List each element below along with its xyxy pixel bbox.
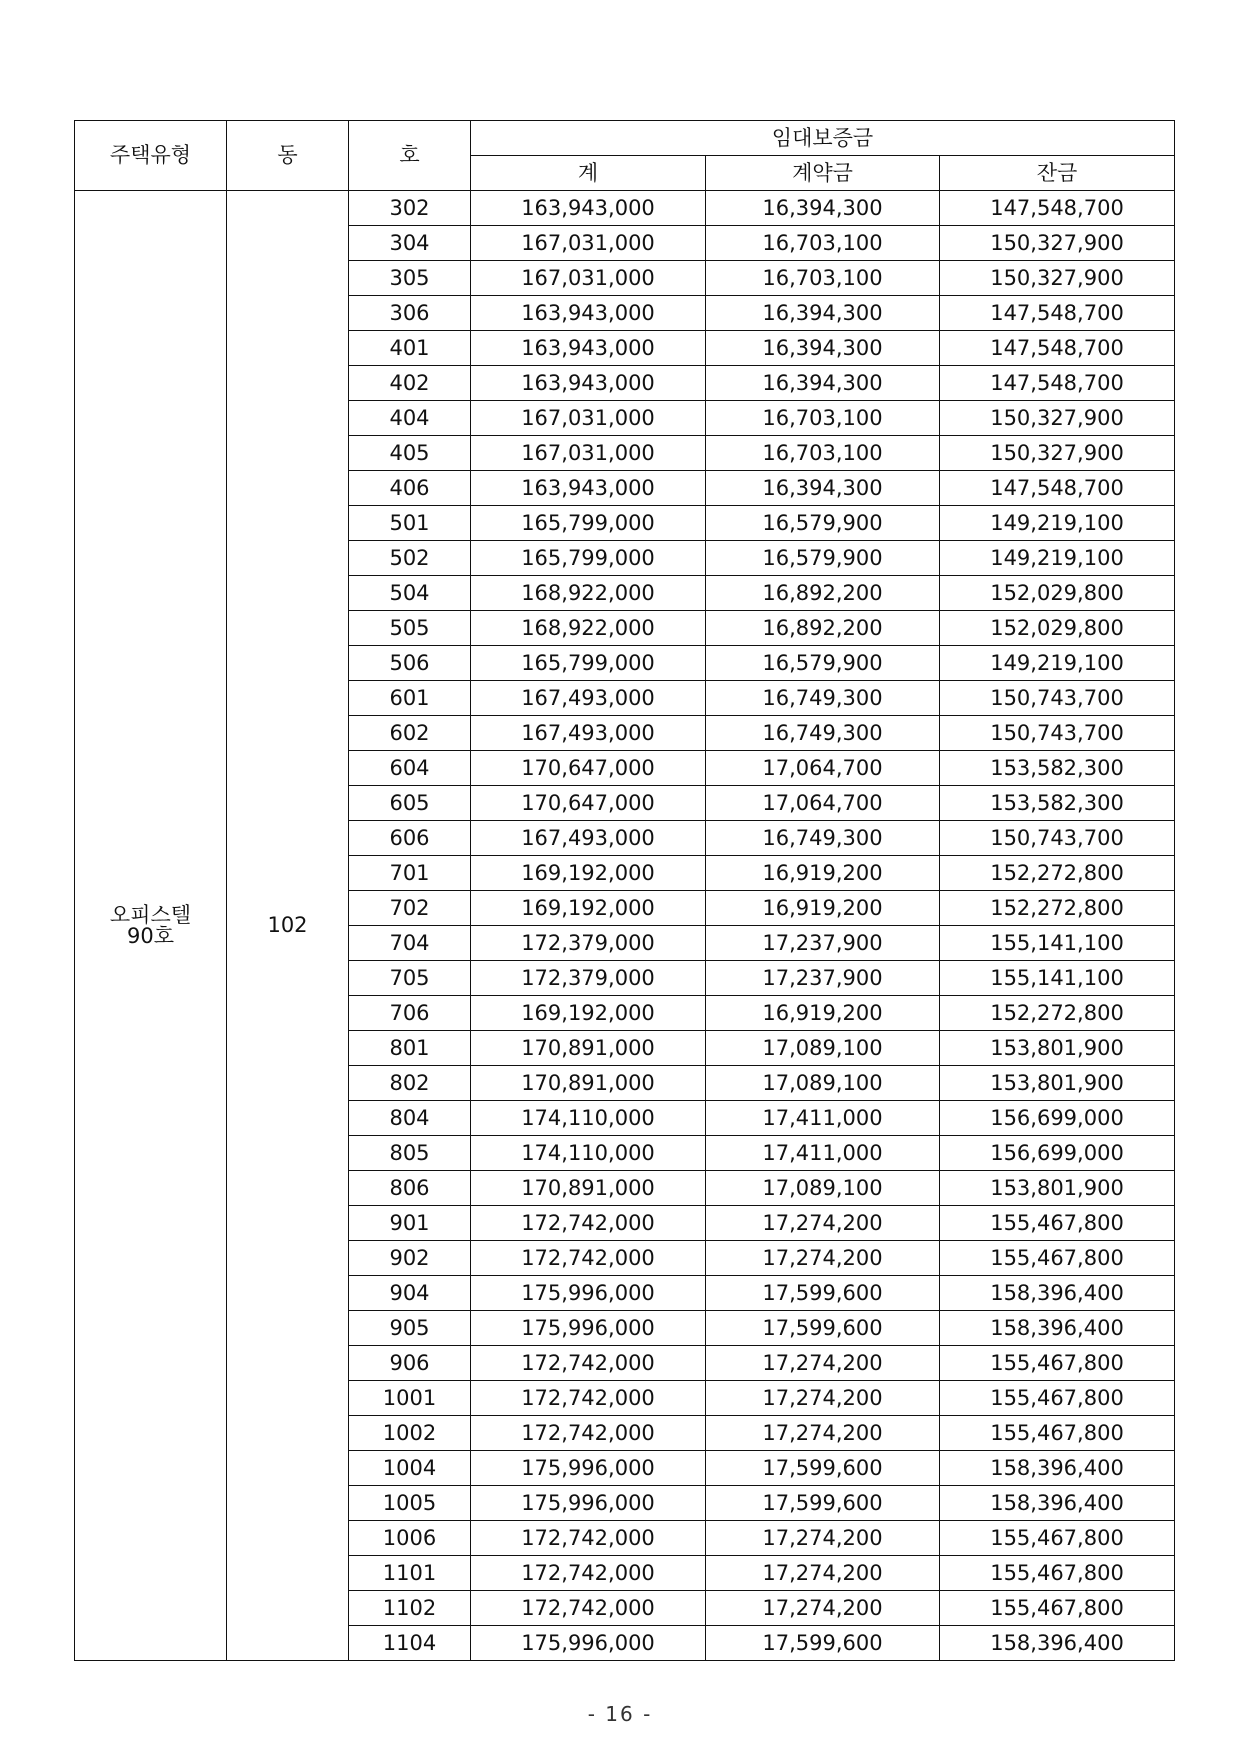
total-cell: 169,192,000 xyxy=(471,891,706,926)
balance-cell: 156,699,000 xyxy=(940,1101,1175,1136)
balance-cell: 155,467,800 xyxy=(940,1556,1175,1591)
total-cell: 172,379,000 xyxy=(471,961,706,996)
total-cell: 175,996,000 xyxy=(471,1311,706,1346)
total-cell: 175,996,000 xyxy=(471,1486,706,1521)
balance-cell: 149,219,100 xyxy=(940,541,1175,576)
header-housing-type: 주택유형 xyxy=(75,121,227,191)
unit-cell: 501 xyxy=(349,506,471,541)
total-cell: 170,647,000 xyxy=(471,751,706,786)
unit-cell: 701 xyxy=(349,856,471,891)
unit-cell: 1102 xyxy=(349,1591,471,1626)
balance-cell: 150,743,700 xyxy=(940,716,1175,751)
total-cell: 168,922,000 xyxy=(471,576,706,611)
balance-cell: 156,699,000 xyxy=(940,1136,1175,1171)
unit-cell: 305 xyxy=(349,261,471,296)
balance-cell: 147,548,700 xyxy=(940,366,1175,401)
down-payment-cell: 16,919,200 xyxy=(706,856,940,891)
down-payment-cell: 17,274,200 xyxy=(706,1381,940,1416)
down-payment-cell: 16,892,200 xyxy=(706,611,940,646)
unit-cell: 804 xyxy=(349,1101,471,1136)
balance-cell: 155,141,100 xyxy=(940,961,1175,996)
total-cell: 163,943,000 xyxy=(471,331,706,366)
total-cell: 172,742,000 xyxy=(471,1556,706,1591)
balance-cell: 158,396,400 xyxy=(940,1486,1175,1521)
balance-cell: 158,396,400 xyxy=(940,1626,1175,1661)
down-payment-cell: 16,394,300 xyxy=(706,331,940,366)
balance-cell: 150,327,900 xyxy=(940,401,1175,436)
down-payment-cell: 16,579,900 xyxy=(706,506,940,541)
balance-cell: 158,396,400 xyxy=(940,1276,1175,1311)
unit-cell: 706 xyxy=(349,996,471,1031)
balance-cell: 150,327,900 xyxy=(940,436,1175,471)
total-cell: 169,192,000 xyxy=(471,856,706,891)
unit-cell: 1001 xyxy=(349,1381,471,1416)
down-payment-cell: 17,237,900 xyxy=(706,961,940,996)
balance-cell: 150,327,900 xyxy=(940,226,1175,261)
building-cell: 102 xyxy=(227,191,349,1661)
unit-cell: 906 xyxy=(349,1346,471,1381)
page-number: - 16 - xyxy=(587,1702,653,1726)
balance-cell: 155,467,800 xyxy=(940,1416,1175,1451)
total-cell: 172,742,000 xyxy=(471,1241,706,1276)
unit-cell: 1104 xyxy=(349,1626,471,1661)
total-cell: 175,996,000 xyxy=(471,1451,706,1486)
unit-cell: 602 xyxy=(349,716,471,751)
down-payment-cell: 16,703,100 xyxy=(706,436,940,471)
total-cell: 167,031,000 xyxy=(471,436,706,471)
unit-cell: 805 xyxy=(349,1136,471,1171)
unit-cell: 401 xyxy=(349,331,471,366)
down-payment-cell: 17,064,700 xyxy=(706,751,940,786)
down-payment-cell: 16,703,100 xyxy=(706,261,940,296)
total-cell: 172,742,000 xyxy=(471,1591,706,1626)
balance-cell: 150,743,700 xyxy=(940,681,1175,716)
unit-cell: 806 xyxy=(349,1171,471,1206)
down-payment-cell: 16,919,200 xyxy=(706,996,940,1031)
down-payment-cell: 17,599,600 xyxy=(706,1451,940,1486)
header-deposit: 임대보증금 xyxy=(471,121,1175,156)
balance-cell: 153,801,900 xyxy=(940,1031,1175,1066)
unit-cell: 704 xyxy=(349,926,471,961)
total-cell: 163,943,000 xyxy=(471,191,706,226)
balance-cell: 155,141,100 xyxy=(940,926,1175,961)
unit-cell: 801 xyxy=(349,1031,471,1066)
down-payment-cell: 17,411,000 xyxy=(706,1136,940,1171)
header-building: 동 xyxy=(227,121,349,191)
down-payment-cell: 16,394,300 xyxy=(706,191,940,226)
down-payment-cell: 17,274,200 xyxy=(706,1416,940,1451)
down-payment-cell: 16,749,300 xyxy=(706,821,940,856)
header-unit: 호 xyxy=(349,121,471,191)
unit-cell: 302 xyxy=(349,191,471,226)
down-payment-cell: 16,579,900 xyxy=(706,646,940,681)
unit-cell: 601 xyxy=(349,681,471,716)
total-cell: 170,891,000 xyxy=(471,1066,706,1101)
total-cell: 167,031,000 xyxy=(471,261,706,296)
total-cell: 167,493,000 xyxy=(471,681,706,716)
down-payment-cell: 17,274,200 xyxy=(706,1556,940,1591)
balance-cell: 150,743,700 xyxy=(940,821,1175,856)
down-payment-cell: 17,599,600 xyxy=(706,1276,940,1311)
balance-cell: 153,801,900 xyxy=(940,1171,1175,1206)
balance-cell: 153,582,300 xyxy=(940,786,1175,821)
balance-cell: 147,548,700 xyxy=(940,296,1175,331)
total-cell: 165,799,000 xyxy=(471,646,706,681)
unit-cell: 1002 xyxy=(349,1416,471,1451)
unit-cell: 905 xyxy=(349,1311,471,1346)
total-cell: 172,742,000 xyxy=(471,1206,706,1241)
unit-cell: 304 xyxy=(349,226,471,261)
total-cell: 172,742,000 xyxy=(471,1521,706,1556)
total-cell: 167,493,000 xyxy=(471,821,706,856)
balance-cell: 153,582,300 xyxy=(940,751,1175,786)
unit-cell: 702 xyxy=(349,891,471,926)
balance-cell: 158,396,400 xyxy=(940,1311,1175,1346)
unit-cell: 306 xyxy=(349,296,471,331)
total-cell: 172,742,000 xyxy=(471,1381,706,1416)
total-cell: 167,031,000 xyxy=(471,401,706,436)
housing-type-line1: 오피스텔 xyxy=(109,902,192,927)
unit-cell: 902 xyxy=(349,1241,471,1276)
down-payment-cell: 17,274,200 xyxy=(706,1591,940,1626)
unit-cell: 1006 xyxy=(349,1521,471,1556)
down-payment-cell: 16,394,300 xyxy=(706,296,940,331)
down-payment-cell: 16,919,200 xyxy=(706,891,940,926)
down-payment-cell: 16,394,300 xyxy=(706,471,940,506)
balance-cell: 155,467,800 xyxy=(940,1206,1175,1241)
total-cell: 167,493,000 xyxy=(471,716,706,751)
down-payment-cell: 17,089,100 xyxy=(706,1171,940,1206)
housing-type-line2: 90호 xyxy=(126,923,174,948)
unit-cell: 1005 xyxy=(349,1486,471,1521)
unit-cell: 402 xyxy=(349,366,471,401)
total-cell: 167,031,000 xyxy=(471,226,706,261)
balance-cell: 155,467,800 xyxy=(940,1346,1175,1381)
down-payment-cell: 17,599,600 xyxy=(706,1486,940,1521)
balance-cell: 152,272,800 xyxy=(940,891,1175,926)
down-payment-cell: 17,089,100 xyxy=(706,1031,940,1066)
unit-cell: 405 xyxy=(349,436,471,471)
unit-cell: 606 xyxy=(349,821,471,856)
table-body xyxy=(75,191,1175,1661)
balance-cell: 152,029,800 xyxy=(940,576,1175,611)
unit-cell: 506 xyxy=(349,646,471,681)
unit-cell: 604 xyxy=(349,751,471,786)
down-payment-cell: 17,411,000 xyxy=(706,1101,940,1136)
total-cell: 165,799,000 xyxy=(471,506,706,541)
balance-cell: 147,548,700 xyxy=(940,331,1175,366)
unit-cell: 605 xyxy=(349,786,471,821)
down-payment-cell: 17,274,200 xyxy=(706,1346,940,1381)
total-cell: 175,996,000 xyxy=(471,1626,706,1661)
balance-cell: 155,467,800 xyxy=(940,1381,1175,1416)
total-cell: 170,891,000 xyxy=(471,1171,706,1206)
total-cell: 172,379,000 xyxy=(471,926,706,961)
total-cell: 170,647,000 xyxy=(471,786,706,821)
balance-cell: 147,548,700 xyxy=(940,191,1175,226)
down-payment-cell: 16,749,300 xyxy=(706,716,940,751)
deposit-table xyxy=(74,120,1175,1661)
unit-cell: 1101 xyxy=(349,1556,471,1591)
down-payment-cell: 17,237,900 xyxy=(706,926,940,961)
down-payment-cell: 16,703,100 xyxy=(706,401,940,436)
down-payment-cell: 16,892,200 xyxy=(706,576,940,611)
header-down-payment: 계약금 xyxy=(706,156,940,191)
unit-cell: 505 xyxy=(349,611,471,646)
unit-cell: 901 xyxy=(349,1206,471,1241)
header-total: 계 xyxy=(471,156,706,191)
header-balance: 잔금 xyxy=(940,156,1175,191)
unit-cell: 705 xyxy=(349,961,471,996)
down-payment-cell: 17,064,700 xyxy=(706,786,940,821)
total-cell: 172,742,000 xyxy=(471,1416,706,1451)
unit-cell: 904 xyxy=(349,1276,471,1311)
balance-cell: 155,467,800 xyxy=(940,1591,1175,1626)
total-cell: 163,943,000 xyxy=(471,471,706,506)
unit-cell: 406 xyxy=(349,471,471,506)
balance-cell: 149,219,100 xyxy=(940,506,1175,541)
down-payment-cell: 17,599,600 xyxy=(706,1311,940,1346)
down-payment-cell: 17,089,100 xyxy=(706,1066,940,1101)
down-payment-cell: 17,599,600 xyxy=(706,1626,940,1661)
unit-cell: 504 xyxy=(349,576,471,611)
unit-cell: 502 xyxy=(349,541,471,576)
balance-cell: 158,396,400 xyxy=(940,1451,1175,1486)
balance-cell: 155,467,800 xyxy=(940,1521,1175,1556)
total-cell: 169,192,000 xyxy=(471,996,706,1031)
down-payment-cell: 17,274,200 xyxy=(706,1206,940,1241)
table-row xyxy=(75,191,1175,226)
total-cell: 163,943,000 xyxy=(471,296,706,331)
unit-cell: 1004 xyxy=(349,1451,471,1486)
down-payment-cell: 16,749,300 xyxy=(706,681,940,716)
balance-cell: 155,467,800 xyxy=(940,1241,1175,1276)
housing-type-cell xyxy=(75,191,227,1661)
total-cell: 170,891,000 xyxy=(471,1031,706,1066)
total-cell: 165,799,000 xyxy=(471,541,706,576)
balance-cell: 149,219,100 xyxy=(940,646,1175,681)
down-payment-cell: 16,394,300 xyxy=(706,366,940,401)
balance-cell: 147,548,700 xyxy=(940,471,1175,506)
total-cell: 172,742,000 xyxy=(471,1346,706,1381)
total-cell: 168,922,000 xyxy=(471,611,706,646)
balance-cell: 152,272,800 xyxy=(940,996,1175,1031)
balance-cell: 150,327,900 xyxy=(940,261,1175,296)
balance-cell: 153,801,900 xyxy=(940,1066,1175,1101)
total-cell: 175,996,000 xyxy=(471,1276,706,1311)
down-payment-cell: 17,274,200 xyxy=(706,1241,940,1276)
down-payment-cell: 17,274,200 xyxy=(706,1521,940,1556)
total-cell: 174,110,000 xyxy=(471,1101,706,1136)
balance-cell: 152,029,800 xyxy=(940,611,1175,646)
total-cell: 163,943,000 xyxy=(471,366,706,401)
unit-cell: 802 xyxy=(349,1066,471,1101)
total-cell: 174,110,000 xyxy=(471,1136,706,1171)
unit-cell: 404 xyxy=(349,401,471,436)
down-payment-cell: 16,579,900 xyxy=(706,541,940,576)
balance-cell: 152,272,800 xyxy=(940,856,1175,891)
down-payment-cell: 16,703,100 xyxy=(706,226,940,261)
